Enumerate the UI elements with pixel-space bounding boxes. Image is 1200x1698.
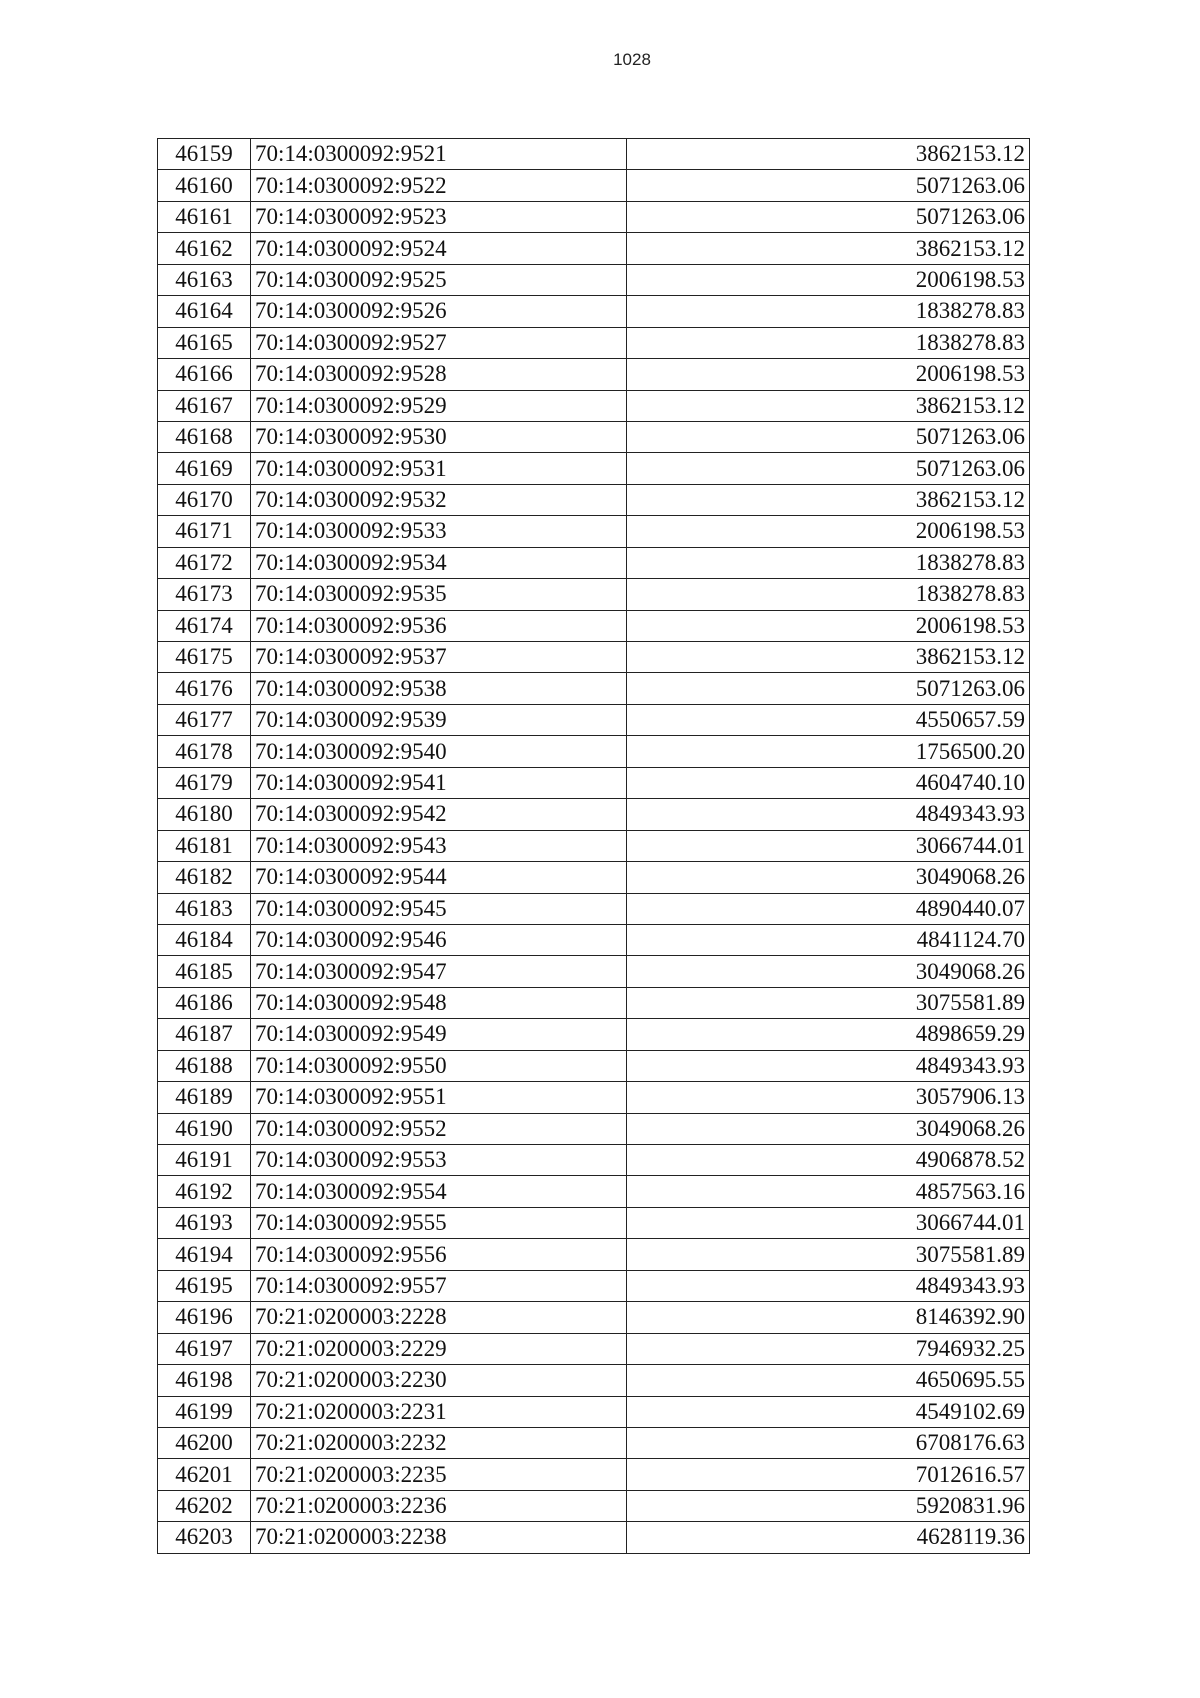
page-number: 1028 — [613, 50, 651, 69]
cadastral-value-cell: 3057906.13 — [627, 1082, 1030, 1113]
cadastral-value-cell: 1838278.83 — [627, 579, 1030, 610]
cadastral-value-cell: 3862153.12 — [627, 642, 1030, 673]
row-number-cell: 46180 — [158, 799, 251, 830]
row-number-cell: 46196 — [158, 1302, 251, 1333]
cadastral-value-cell: 4849343.93 — [627, 799, 1030, 830]
cadastral-number-cell: 70:14:0300092:9547 — [251, 956, 627, 987]
cadastral-value-cell: 4898659.29 — [627, 1019, 1030, 1050]
cadastral-number-cell: 70:14:0300092:9534 — [251, 547, 627, 578]
cadastral-value-cell: 4906878.52 — [627, 1145, 1030, 1176]
row-number-cell: 46169 — [158, 453, 251, 484]
cadastral-value-cell: 3862153.12 — [627, 390, 1030, 421]
cadastral-number-cell: 70:14:0300092:9537 — [251, 642, 627, 673]
row-number-cell: 46195 — [158, 1270, 251, 1301]
table-row — [158, 1302, 1030, 1333]
table-row — [158, 642, 1030, 673]
row-number-cell: 46176 — [158, 673, 251, 704]
cadastral-value-cell: 7946932.25 — [627, 1333, 1030, 1364]
cadastral-number-cell: 70:14:0300092:9540 — [251, 736, 627, 767]
cadastral-value-cell: 5071263.06 — [627, 421, 1030, 452]
cadastral-value-cell: 7012616.57 — [627, 1459, 1030, 1490]
cadastral-value-cell: 4857563.16 — [627, 1176, 1030, 1207]
table-row — [158, 610, 1030, 641]
cadastral-number-cell: 70:21:0200003:2236 — [251, 1490, 627, 1521]
cadastral-value-cell: 3049068.26 — [627, 956, 1030, 987]
cadastral-value-cell: 2006198.53 — [627, 516, 1030, 547]
cadastral-number-cell: 70:14:0300092:9545 — [251, 893, 627, 924]
row-number-cell: 46182 — [158, 862, 251, 893]
row-number-cell: 46203 — [158, 1522, 251, 1553]
cadastral-number-cell: 70:14:0300092:9557 — [251, 1270, 627, 1301]
cadastral-number-cell: 70:14:0300092:9536 — [251, 610, 627, 641]
cadastral-number-cell: 70:14:0300092:9529 — [251, 390, 627, 421]
cadastral-number-cell: 70:14:0300092:9552 — [251, 1113, 627, 1144]
cadastral-number-cell: 70:21:0200003:2232 — [251, 1427, 627, 1458]
cadastral-number-cell: 70:14:0300092:9525 — [251, 264, 627, 295]
cadastral-number-cell: 70:14:0300092:9538 — [251, 673, 627, 704]
table-row — [158, 484, 1030, 515]
cadastral-value-cell: 5071263.06 — [627, 453, 1030, 484]
row-number-cell: 46163 — [158, 264, 251, 295]
table-row — [158, 987, 1030, 1018]
table-row — [158, 390, 1030, 421]
cadastral-value-cell: 8146392.90 — [627, 1302, 1030, 1333]
cadastral-number-cell: 70:14:0300092:9523 — [251, 201, 627, 232]
cadastral-number-cell: 70:14:0300092:9553 — [251, 1145, 627, 1176]
cadastral-value-cell: 1838278.83 — [627, 547, 1030, 578]
table-row — [158, 1176, 1030, 1207]
cadastral-value-cell: 4849343.93 — [627, 1050, 1030, 1081]
row-number-cell: 46168 — [158, 421, 251, 452]
cadastral-number-cell: 70:14:0300092:9556 — [251, 1239, 627, 1270]
row-number-cell: 46161 — [158, 201, 251, 232]
table-row — [158, 1490, 1030, 1521]
row-number-cell: 46198 — [158, 1365, 251, 1396]
row-number-cell: 46173 — [158, 579, 251, 610]
cadastral-value-cell: 4650695.55 — [627, 1365, 1030, 1396]
table-row — [158, 956, 1030, 987]
cadastral-value-cell: 3862153.12 — [627, 139, 1030, 170]
row-number-cell: 46174 — [158, 610, 251, 641]
cadastral-number-cell: 70:14:0300092:9521 — [251, 139, 627, 170]
table-row — [158, 1270, 1030, 1301]
table-row — [158, 170, 1030, 201]
table-row — [158, 233, 1030, 264]
cadastral-value-cell: 5071263.06 — [627, 201, 1030, 232]
cadastral-value-cell: 4849343.93 — [627, 1270, 1030, 1301]
cadastral-number-cell: 70:14:0300092:9549 — [251, 1019, 627, 1050]
table-row — [158, 201, 1030, 232]
row-number-cell: 46202 — [158, 1490, 251, 1521]
cadastral-value-cell: 1838278.83 — [627, 327, 1030, 358]
table-row — [158, 359, 1030, 390]
cadastral-number-cell: 70:21:0200003:2228 — [251, 1302, 627, 1333]
table-row — [158, 139, 1030, 170]
row-number-cell: 46164 — [158, 296, 251, 327]
table-row — [158, 1427, 1030, 1458]
row-number-cell: 46194 — [158, 1239, 251, 1270]
cadastral-value-table — [157, 138, 1030, 1554]
cadastral-number-cell: 70:14:0300092:9535 — [251, 579, 627, 610]
cadastral-value-cell: 4549102.69 — [627, 1396, 1030, 1427]
cadastral-value-cell: 5071263.06 — [627, 673, 1030, 704]
row-number-cell: 46166 — [158, 359, 251, 390]
table-row — [158, 264, 1030, 295]
row-number-cell: 46187 — [158, 1019, 251, 1050]
cadastral-value-cell: 6708176.63 — [627, 1427, 1030, 1458]
cadastral-number-cell: 70:14:0300092:9554 — [251, 1176, 627, 1207]
cadastral-value-cell: 3075581.89 — [627, 987, 1030, 1018]
cadastral-number-cell: 70:14:0300092:9551 — [251, 1082, 627, 1113]
row-number-cell: 46178 — [158, 736, 251, 767]
cadastral-number-cell: 70:14:0300092:9532 — [251, 484, 627, 515]
row-number-cell: 46171 — [158, 516, 251, 547]
table-row — [158, 673, 1030, 704]
cadastral-number-cell: 70:21:0200003:2229 — [251, 1333, 627, 1364]
cadastral-value-cell: 3049068.26 — [627, 1113, 1030, 1144]
row-number-cell: 46181 — [158, 830, 251, 861]
row-number-cell: 46170 — [158, 484, 251, 515]
row-number-cell: 46159 — [158, 139, 251, 170]
row-number-cell: 46172 — [158, 547, 251, 578]
row-number-cell: 46183 — [158, 893, 251, 924]
table-row — [158, 1082, 1030, 1113]
cadastral-value-cell: 4604740.10 — [627, 767, 1030, 798]
row-number-cell: 46184 — [158, 924, 251, 955]
table-row — [158, 296, 1030, 327]
row-number-cell: 46179 — [158, 767, 251, 798]
row-number-cell: 46162 — [158, 233, 251, 264]
row-number-cell: 46191 — [158, 1145, 251, 1176]
table-row — [158, 924, 1030, 955]
cadastral-number-cell: 70:14:0300092:9543 — [251, 830, 627, 861]
table-row — [158, 893, 1030, 924]
table-row — [158, 453, 1030, 484]
cadastral-number-cell: 70:14:0300092:9533 — [251, 516, 627, 547]
row-number-cell: 46201 — [158, 1459, 251, 1490]
cadastral-value-cell: 2006198.53 — [627, 359, 1030, 390]
cadastral-number-cell: 70:14:0300092:9522 — [251, 170, 627, 201]
cadastral-number-cell: 70:14:0300092:9526 — [251, 296, 627, 327]
table-row — [158, 1145, 1030, 1176]
table-row — [158, 1396, 1030, 1427]
table-body — [158, 139, 1030, 1554]
cadastral-value-cell: 4841124.70 — [627, 924, 1030, 955]
row-number-cell: 46188 — [158, 1050, 251, 1081]
cadastral-number-cell: 70:14:0300092:9524 — [251, 233, 627, 264]
table-row — [158, 1365, 1030, 1396]
row-number-cell: 46185 — [158, 956, 251, 987]
row-number-cell: 46186 — [158, 987, 251, 1018]
cadastral-value-cell: 1838278.83 — [627, 296, 1030, 327]
cadastral-value-cell: 2006198.53 — [627, 264, 1030, 295]
table-row — [158, 421, 1030, 452]
cadastral-number-cell: 70:14:0300092:9528 — [251, 359, 627, 390]
row-number-cell: 46165 — [158, 327, 251, 358]
table-row — [158, 1113, 1030, 1144]
cadastral-number-cell: 70:14:0300092:9550 — [251, 1050, 627, 1081]
table-row — [158, 1333, 1030, 1364]
table-row — [158, 1522, 1030, 1553]
table-row — [158, 516, 1030, 547]
table-row — [158, 862, 1030, 893]
cadastral-value-cell: 3066744.01 — [627, 830, 1030, 861]
cadastral-number-cell: 70:21:0200003:2230 — [251, 1365, 627, 1396]
cadastral-number-cell: 70:14:0300092:9548 — [251, 987, 627, 1018]
table-row — [158, 1239, 1030, 1270]
cadastral-number-cell: 70:14:0300092:9531 — [251, 453, 627, 484]
row-number-cell: 46200 — [158, 1427, 251, 1458]
table-row — [158, 1207, 1030, 1238]
cadastral-value-cell: 3075581.89 — [627, 1239, 1030, 1270]
cadastral-value-cell: 5920831.96 — [627, 1490, 1030, 1521]
table-row — [158, 799, 1030, 830]
table-row — [158, 1050, 1030, 1081]
row-number-cell: 46190 — [158, 1113, 251, 1144]
row-number-cell: 46199 — [158, 1396, 251, 1427]
cadastral-number-cell: 70:21:0200003:2238 — [251, 1522, 627, 1553]
cadastral-value-cell: 3862153.12 — [627, 484, 1030, 515]
table-row — [158, 327, 1030, 358]
row-number-cell: 46160 — [158, 170, 251, 201]
cadastral-number-cell: 70:21:0200003:2231 — [251, 1396, 627, 1427]
cadastral-value-cell: 1756500.20 — [627, 736, 1030, 767]
cadastral-number-cell: 70:14:0300092:9530 — [251, 421, 627, 452]
cadastral-value-cell: 4550657.59 — [627, 704, 1030, 735]
cadastral-value-cell: 4628119.36 — [627, 1522, 1030, 1553]
cadastral-value-cell: 3862153.12 — [627, 233, 1030, 264]
cadastral-value-cell: 3049068.26 — [627, 862, 1030, 893]
table-row — [158, 1019, 1030, 1050]
cadastral-number-cell: 70:14:0300092:9546 — [251, 924, 627, 955]
cadastral-number-cell: 70:14:0300092:9527 — [251, 327, 627, 358]
cadastral-value-cell: 3066744.01 — [627, 1207, 1030, 1238]
cadastral-value-cell: 2006198.53 — [627, 610, 1030, 641]
table-row — [158, 547, 1030, 578]
table-row — [158, 830, 1030, 861]
row-number-cell: 46167 — [158, 390, 251, 421]
row-number-cell: 46175 — [158, 642, 251, 673]
cadastral-value-cell: 4890440.07 — [627, 893, 1030, 924]
cadastral-number-cell: 70:21:0200003:2235 — [251, 1459, 627, 1490]
table-row — [158, 579, 1030, 610]
row-number-cell: 46177 — [158, 704, 251, 735]
table-row — [158, 704, 1030, 735]
row-number-cell: 46189 — [158, 1082, 251, 1113]
row-number-cell: 46192 — [158, 1176, 251, 1207]
table-row — [158, 736, 1030, 767]
table-row — [158, 1459, 1030, 1490]
cadastral-value-cell: 5071263.06 — [627, 170, 1030, 201]
cadastral-number-cell: 70:14:0300092:9542 — [251, 799, 627, 830]
table-row — [158, 767, 1030, 798]
row-number-cell: 46197 — [158, 1333, 251, 1364]
cadastral-number-cell: 70:14:0300092:9539 — [251, 704, 627, 735]
row-number-cell: 46193 — [158, 1207, 251, 1238]
cadastral-number-cell: 70:14:0300092:9544 — [251, 862, 627, 893]
cadastral-number-cell: 70:14:0300092:9541 — [251, 767, 627, 798]
cadastral-number-cell: 70:14:0300092:9555 — [251, 1207, 627, 1238]
